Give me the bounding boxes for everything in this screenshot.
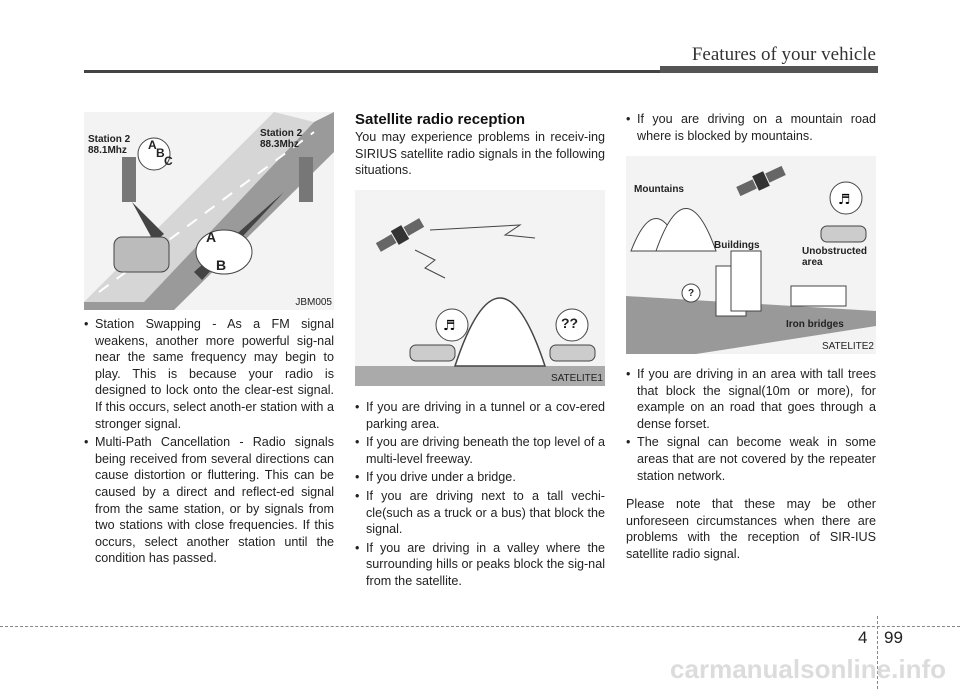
list-item: • If you are driving in a valley where the surrounding hills or peaks block the sig-nal from the satellite. — [355, 540, 605, 590]
question-label: ?? — [561, 315, 579, 331]
footer-dash-line — [0, 626, 960, 627]
svg-text:♬: ♬ — [443, 318, 456, 334]
list-item: • If you are driving in an area with tall trees that block the signal(10m or more), for example on an road that goes through a dense forset. — [626, 366, 876, 432]
col3-bullets-top — [626, 111, 876, 146]
letter-a2: A — [206, 229, 217, 245]
list-item: • If you are driving beneath the top level of a multi-level freeway. — [355, 434, 605, 467]
label-unobstructed: Unobstructed area — [802, 246, 867, 268]
list-item: • If you drive under a bridge. — [355, 469, 605, 486]
figure-jbm005 — [84, 112, 334, 310]
list-item: • Multi-Path Cancellation - Radio signals being received from several directions can cause distortion or fluttering. This can be caused by a direct and reflect-ed signal from the same station, or by signals from two stations with close frequencies. If this occurs, select another station until the condition has passed. — [84, 434, 334, 567]
col3-bullets — [626, 366, 876, 486]
label-mountains: Mountains — [634, 184, 684, 195]
letter-a1: A — [148, 138, 157, 152]
figure-code: SATELITE2 — [821, 341, 874, 352]
header-bar — [660, 66, 878, 73]
list-item: • If you are driving on a mountain road where is blocked by mountains. — [626, 111, 876, 144]
station-label-right: Station 2 88.3Mhz — [260, 128, 303, 150]
chapter-number: 4 — [858, 628, 868, 647]
section-title: Satellite radio reception — [355, 111, 526, 128]
list-item: • The signal can become weak in some areas that are not covered by the repeater station network. — [626, 434, 876, 484]
svg-text:♬: ♬ — [838, 192, 851, 208]
header-title: Features of your vehicle — [691, 44, 876, 65]
figure-satelite1 — [355, 190, 605, 386]
station-label-left: Station 2 88.1Mhz — [88, 134, 131, 156]
label-question: ? — [688, 288, 695, 299]
figure-code: SATELITE1 — [550, 373, 603, 384]
col2-bullets — [355, 399, 605, 592]
figure-code: JBM005 — [295, 297, 332, 308]
label-buildings: Buildings — [714, 240, 760, 251]
letter-c1: C — [164, 154, 173, 168]
note-paragraph: Please note that these may be other unforeseen circumstances when there are problems with the reception of SIR-IUS satellite radio signal. — [626, 497, 876, 561]
tunnel-illustration — [355, 190, 605, 386]
figure-satelite2 — [626, 156, 876, 354]
col1-bullets — [84, 316, 334, 569]
page-number: 99 — [884, 628, 903, 647]
letter-b1: B — [156, 146, 165, 160]
section-intro: You may experience problems in receiv-ing SIRIUS satellite radio signals in the following situations. — [355, 130, 605, 178]
label-iron-bridges: Iron bridges — [786, 319, 844, 330]
list-item: • If you are driving next to a tall vechi-cle(such as a truck or a bus) that block the signal. — [355, 488, 605, 538]
list-item: • Station Swapping - As a FM signal weakens, another more powerful sig-nal near the same frequency may begin to play. This is because your radio is designed to lock onto the clear-est signal. If this occurs, select anoth-er station with a stronger signal. — [84, 316, 334, 432]
watermark: carmanualsonline.info — [670, 654, 946, 684]
letter-b2: B — [216, 257, 227, 273]
list-item: • If you are driving in a tunnel or a cov-ered parking area. — [355, 399, 605, 432]
